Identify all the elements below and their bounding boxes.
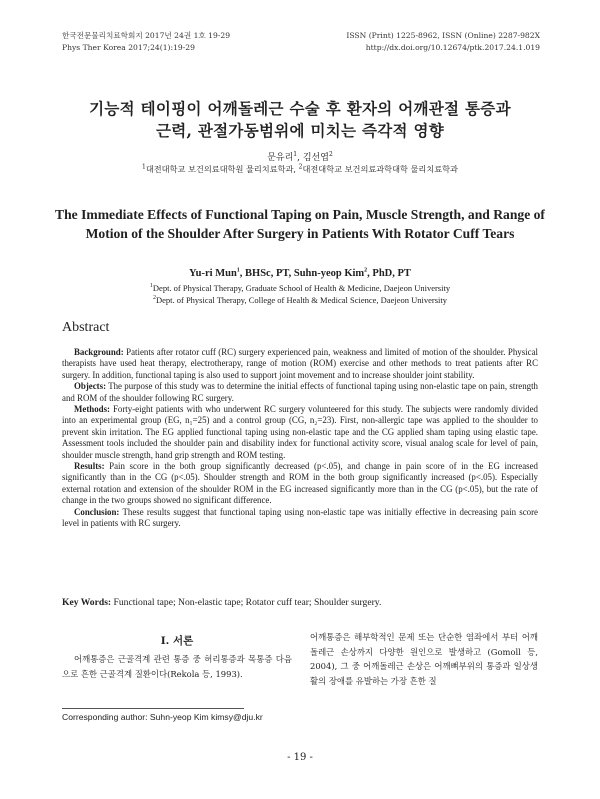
background-text: Patients after rotator cuff (RC) surgery experienced pain, weakness and limited of motion of the shoulder. Physical therapists have used heat therapy, electrotherapy, range of motion (ROM) exercise and other methods to treat patients after RC surgery. In addition, functional taping is also used to support joint movement and to increase shoulder joint stability. bbox=[62, 347, 538, 380]
english-affil-1 bbox=[0, 283, 600, 293]
author-2-sup: 2 bbox=[328, 151, 333, 158]
english-author-2: Suhn-yeop Kim bbox=[293, 268, 365, 279]
objects-text: The purpose of this study was to determine the initial effects of functional taping using non-elastic tape on pain, strength and ROM of the shoulder following RC surgery. bbox=[62, 381, 538, 403]
results-label: Results: bbox=[74, 461, 105, 472]
abstract-objects bbox=[62, 381, 538, 404]
journal-citation bbox=[62, 30, 230, 54]
abstract-methods bbox=[62, 404, 538, 461]
korean-title bbox=[0, 98, 600, 142]
journal-kor: 한국전문물리치료학회지 2017년 24권 1호 19-29 bbox=[62, 31, 231, 40]
korean-author-1: 문유리 bbox=[267, 153, 294, 163]
background-label: Background: bbox=[74, 347, 124, 357]
conclusion-text: These results suggest that functional taping using non-elastic tape was initially effective in decreasing pain score level in patients with RC surgery. bbox=[62, 506, 538, 529]
issn: ISSN (Print) 1225-8962, ISSN (Online) 2287-982X bbox=[346, 31, 540, 40]
abstract-background bbox=[62, 347, 538, 381]
methods-label: Methods: bbox=[74, 404, 110, 415]
objects-label: Objects: bbox=[74, 381, 107, 392]
korean-title-line1: 기능적 테이핑이 어깨돌레근 수술 후 환자의 어깨관절 통증과 bbox=[89, 99, 511, 118]
korean-affil-1: 대전대학교 보건의료대학원 물리치료학과, bbox=[145, 164, 297, 174]
korean-authors: 문유리$^1$, 김선엽$^2$ bbox=[267, 151, 333, 163]
eng-author-1-sup: 1 bbox=[236, 267, 240, 274]
author-1-sup: 1 bbox=[293, 151, 298, 158]
english-authors bbox=[0, 268, 600, 279]
korean-author-2: 김선엽 bbox=[302, 153, 329, 163]
english-title: The Immediate Effects of Functional Taping on Pain, Muscle Strength, and Range of Motion of the Shoulder After Surgery in Patients With Rotator Cuff Tears bbox=[55, 207, 545, 241]
journal-eng: Phys Ther Korea 2017;24(1):19-29 bbox=[62, 43, 195, 52]
abstract-results bbox=[62, 461, 538, 507]
korean-affiliations bbox=[0, 164, 600, 175]
author-2-degree: , PhD, PT bbox=[367, 268, 411, 279]
affil-1-sup: 1 bbox=[142, 163, 146, 171]
body-left-column: 어깨통증은 근골격계 관련 통증 중 허리통증과 목통증 다음으로 흔한 근골격계 질환이다(Rekola 등, 1993). bbox=[62, 654, 292, 679]
english-author-1: Yu-ri Mun bbox=[189, 268, 237, 279]
methods-text: Forty-eight patients with who underwent RC surgery volunteered for this study. The subjects were randomly divided into an experimental group (EG, n₁=25) and a control group (CG, n₂=23). First, non-allergic tape was applied to the shoulder to prevent skin irritation. The EG applied functional taping using non-elastic tape and the CG applied sham taping using elastic tape. Assessment tools included the shoulder pain and disability index for functional activity score, visual analog scale for level of pain, shoulder muscle strength, hand grip strength and ROM testing. bbox=[62, 404, 538, 460]
keywords-label: Key Words: bbox=[62, 597, 112, 608]
eng-affil-1-text: Dept. of Physical Therapy, Graduate School of Health & Medicine, Daejeon University bbox=[152, 283, 451, 293]
conclusion-label: Conclusion: bbox=[74, 506, 120, 517]
abstract-conclusion bbox=[62, 507, 538, 530]
body-right-column: 어깨통증은 해부학적인 문제 또는 단순한 염좌에서 부터 어깨돌레근 손상까지 다양한 원인으로 발생하고 (Gomoll 등, 2004), 그 중 어깨돌레근 손상은 어깨뼈부위의 통증과 일상생활의 장애를 유발하는 가장 흔한 질 bbox=[310, 632, 538, 686]
journal-identifiers bbox=[346, 30, 540, 54]
korean-affil-2: 대전대학교 보건의료과학대학 물리치료학과 bbox=[302, 164, 458, 174]
footnote-divider bbox=[62, 708, 244, 709]
korean-title-line2: 근력, 관절가동범위에 미치는 즉각적 영향 bbox=[155, 121, 445, 140]
keywords-text: Functional tape; Non-elastic tape; Rotator cuff tear; Shoulder surgery. bbox=[111, 597, 382, 608]
eng-author-2-sup: 2 bbox=[364, 267, 368, 274]
abstract-body bbox=[62, 347, 538, 530]
eng-affil-1-sup: 1 bbox=[149, 283, 153, 290]
author-1-degree: , BHSc, PT, bbox=[239, 268, 294, 279]
abstract-heading: Abstract bbox=[62, 320, 110, 335]
results-text: Pain score in the both group significantly decreased (p<.05), and change in pain score of in the EG increased significantly than in the CG (p<.05). Shoulder strength and ROM in the both group significantly increased (p<.05). Especially external rotation and extension of the shoulder ROM in the EG increased significantly more than in the CG (p<.05), but the rate of change in the two groups showed no significant difference. bbox=[62, 461, 538, 506]
doi-link[interactable]: http://dx.doi.org/10.12674/ptk.2017.24.1.019 bbox=[365, 43, 540, 52]
corresponding-author: Corresponding author: Suhn-yeop Kim kimsy@dju.kr bbox=[62, 712, 263, 722]
section-title: Ⅰ. 서론 bbox=[160, 635, 194, 647]
affil-2-sup: 2 bbox=[298, 163, 303, 171]
english-affil-2 bbox=[0, 295, 600, 305]
eng-affil-2-sup: 2 bbox=[152, 295, 156, 302]
keywords bbox=[62, 597, 538, 608]
eng-affil-2-text: Dept. of Physical Therapy, College of Health & Medical Science, Daejeon University bbox=[155, 295, 448, 305]
page-number: - 19 - bbox=[287, 752, 313, 763]
